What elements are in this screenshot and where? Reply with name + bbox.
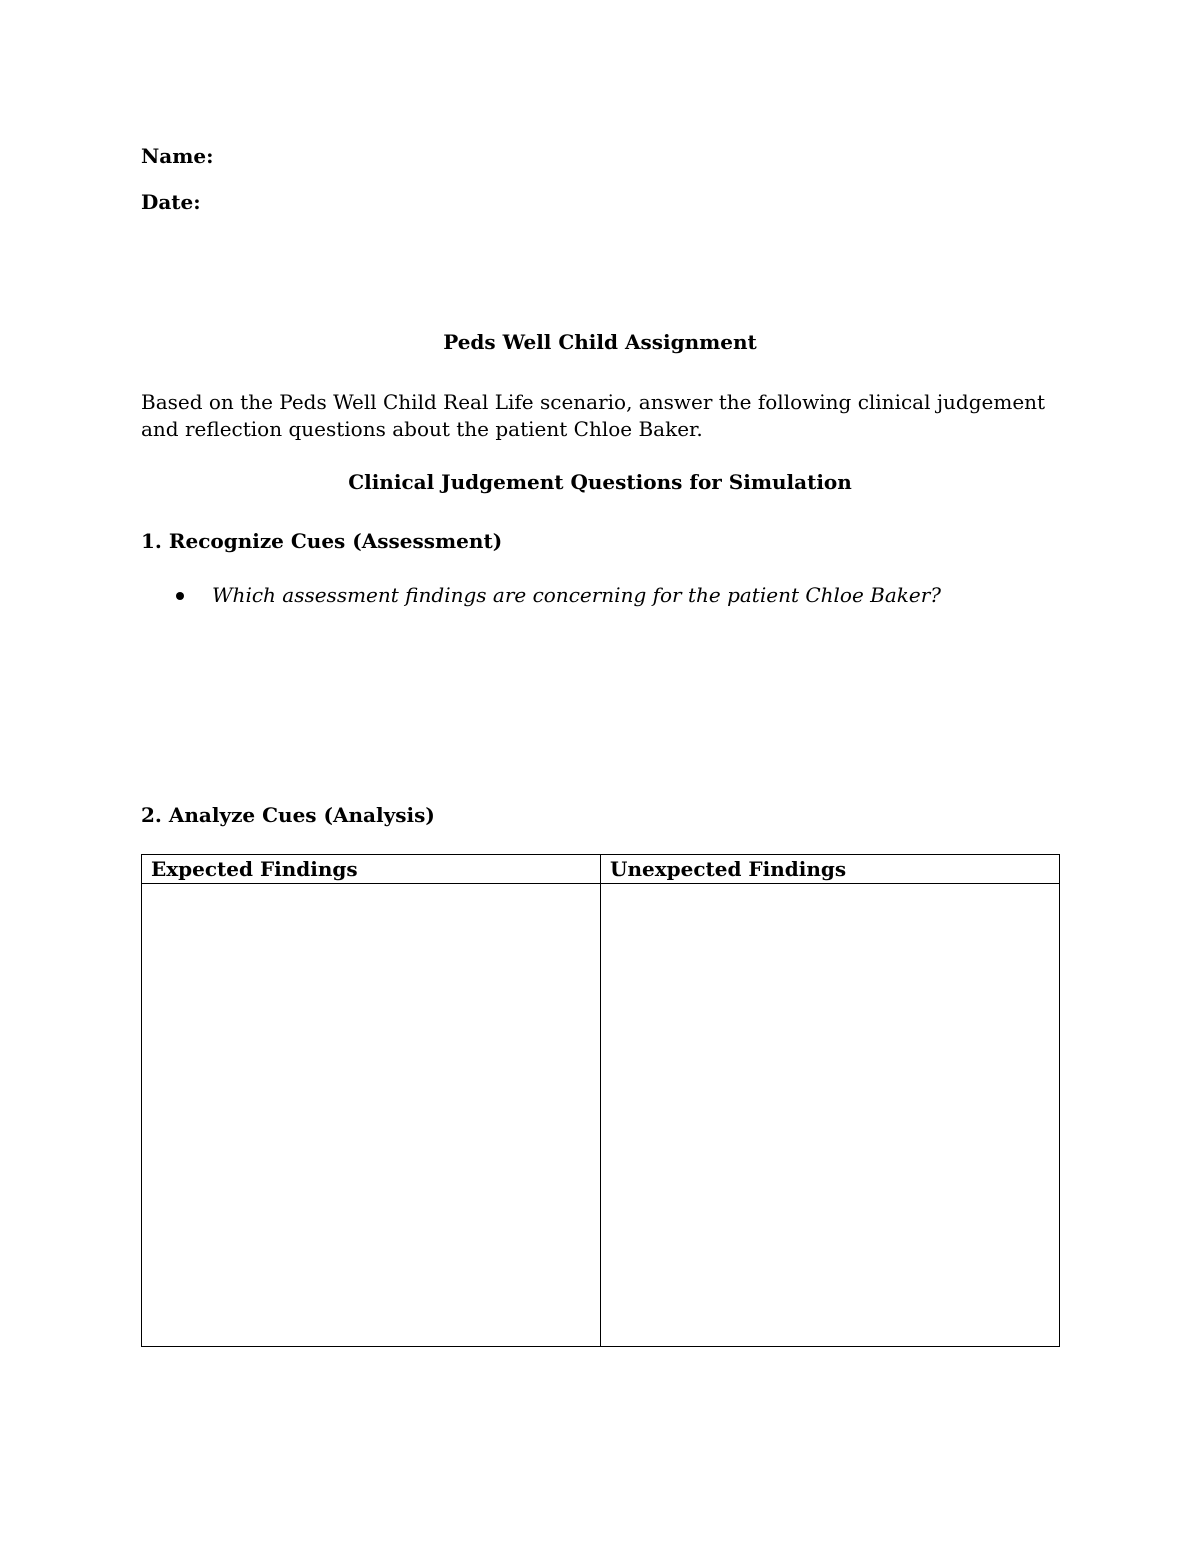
intro-paragraph: Based on the Peds Well Child Real Life scenario, answer the following clinical judgement and reflection questions about the patient Chloe Baker.	[141, 390, 1046, 441]
table-header-row	[142, 855, 1060, 884]
document-subtitle: Clinical Judgement Questions for Simulation	[348, 470, 852, 494]
name-label: Name:	[141, 144, 214, 168]
findings-table	[141, 854, 1060, 1347]
date-label: Date:	[141, 190, 201, 214]
bullet-icon	[176, 592, 184, 600]
bullet-question: Which assessment findings are concerning for the patient Chloe Baker?	[212, 583, 942, 607]
table-row	[142, 884, 1060, 1347]
unexpected-findings-cell[interactable]	[601, 884, 1060, 1347]
expected-findings-header: Expected Findings	[142, 855, 601, 884]
unexpected-findings-header: Unexpected Findings	[601, 855, 1060, 884]
document-title: Peds Well Child Assignment	[443, 330, 757, 354]
section-heading-recognize-cues: 1. Recognize Cues (Assessment)	[141, 529, 503, 553]
expected-findings-cell[interactable]	[142, 884, 601, 1347]
section-heading-analyze-cues: 2. Analyze Cues (Analysis)	[141, 803, 435, 827]
